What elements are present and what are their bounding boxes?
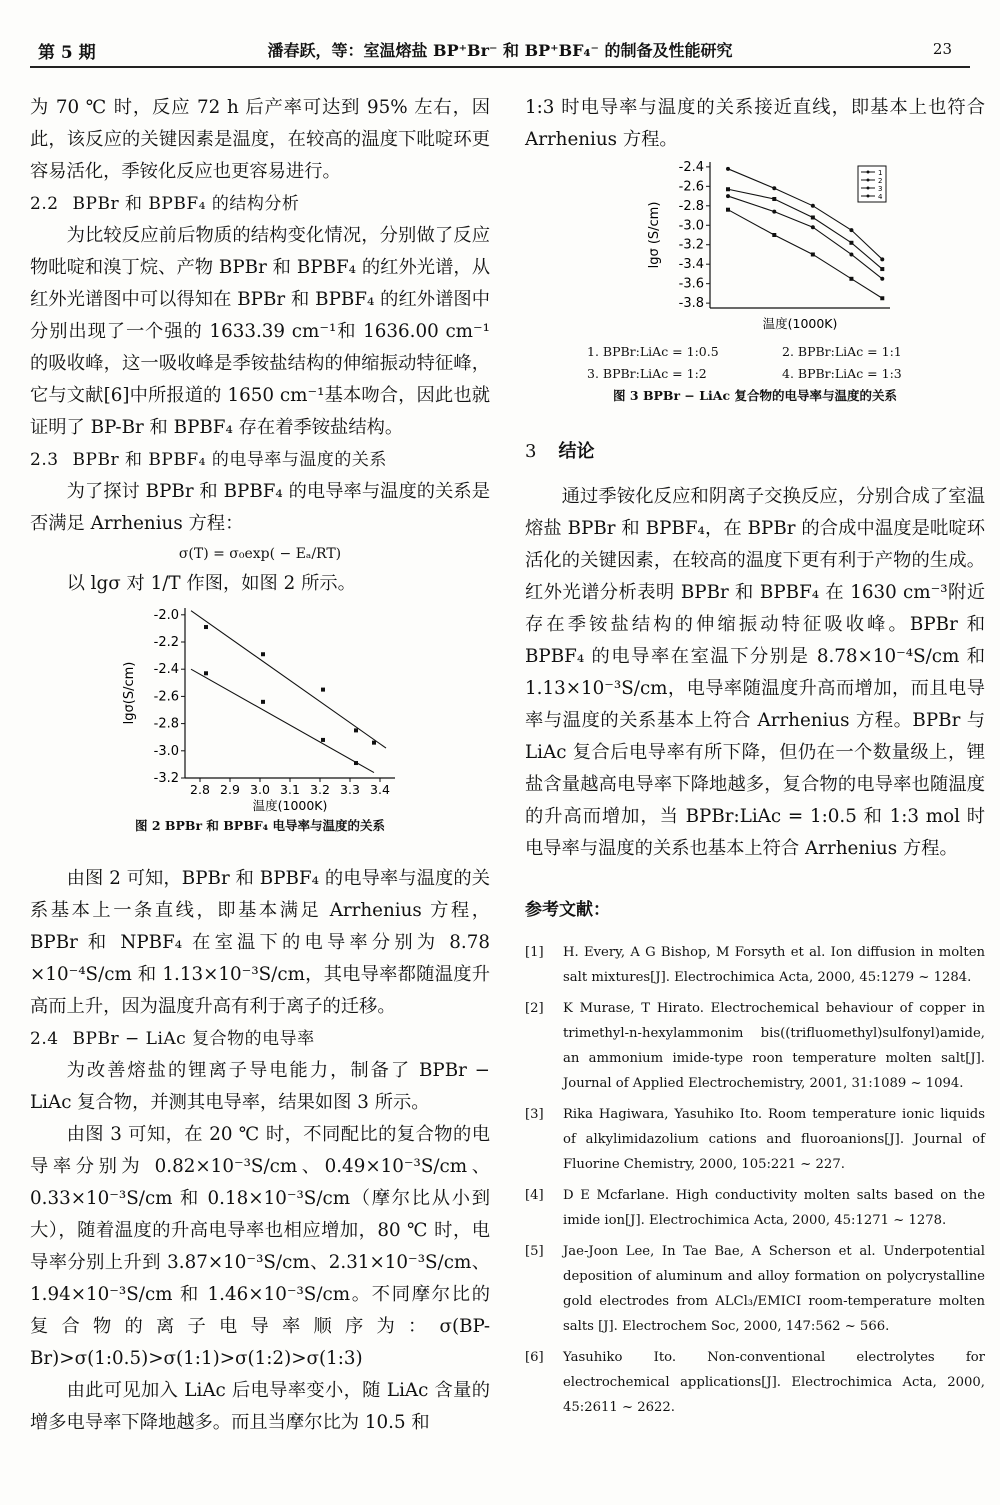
- section-number: 2.4: [30, 1029, 59, 1049]
- data-point: [726, 187, 730, 191]
- data-point: [811, 215, 815, 219]
- data-point: [880, 277, 884, 281]
- reference-number: [6]: [525, 1350, 544, 1365]
- legend-marker: [867, 179, 870, 182]
- running-title: 潘春跃，等：室温熔盐 BP⁺Br⁻ 和 BP⁺BF₄⁻ 的制备及性能研究: [267, 41, 733, 60]
- figure-2: [30, 600, 490, 815]
- legend-item: 1. BPBr:LiAc = 1:0.5: [587, 344, 719, 359]
- figure-2-caption: 图 2 BPBr 和 BPBF₄ 电导率与温度的关系: [135, 818, 385, 833]
- data-point: [880, 296, 884, 300]
- reference-item: [525, 1239, 985, 1339]
- issue-label: 第 5 期: [38, 43, 96, 63]
- section-heading-2-2: [30, 188, 490, 220]
- figure-3-caption: 图 3 BPBr − LiAc 复合物的电导率与温度的关系: [613, 388, 897, 403]
- paragraph: 为 70 ℃ 时，反应 72 h 后产率可达到 95% 左右，因此，该反应的关键因素是温度，在较高的温度下吡啶环更容易活化，季铵化反应也更容易进行。: [30, 97, 490, 182]
- reference-item: [525, 1345, 985, 1420]
- data-point: [849, 252, 853, 256]
- paragraph: 为改善熔盐的锂离子导电能力，制备了 BPBr − LiAc 复合物，并测其电导率，结果如图 3 所示。: [30, 1060, 490, 1113]
- section-title: BPBr 和 BPBF₄ 的结构分析: [72, 194, 300, 214]
- reference-number: [1]: [525, 945, 544, 960]
- reference-text: Rika Hagiwara, Yasuhiko Ito. Room temperature ionic liquids of alkylimidazolium cations and fluoroanions[J]. Journal of Fluorine Chemistry, 2000, 105:221 ~ 227.: [563, 1107, 985, 1172]
- legend-number: 4: [878, 193, 883, 201]
- figure-3-chart: [525, 156, 985, 341]
- x-axis-label: 温度(1000K): [252, 798, 328, 813]
- data-point: [204, 671, 208, 675]
- x-tick-label: 3.4: [370, 782, 390, 797]
- data-point: [849, 228, 853, 232]
- data-point: [261, 700, 265, 704]
- reference-text: H. Every, A G Bishop, M Forsyth et al. Ion diffusion in molten salt mixtures[J]. Electrochimica Acta, 2000, 45:1279 ~ 1284.: [563, 945, 985, 985]
- reference-item: [525, 1183, 985, 1233]
- paragraph: 通过季铵化反应和阴离子交换反应，分别合成了室温熔盐 BPBr 和 BPBF₄，在 BPBr 的合成中温度是吡啶环活化的关键因素，在较高的温度下更有利于产物的生成。红外光谱分析表明 BPBr 和 BPBF₄ 在 1630 cm⁻³附近存在季铵盐结构的伸缩振动特征吸收峰。BPBr 和 BPBF₄ 的电导率在室温下分别是 8.78×10⁻⁴S/cm 和 1.13×10⁻³S/cm，电导率随温度升高而增加，而且电导率与温度的关系基本上符合 Arrhenius 方程。BPBr 与 LiAc 复合后电导率有所下降，但仍在一个数量级上，锂盐含量越高电导率下降地越多，复合物的电导率也随温度的升高而增加，当 BPBr:LiAc = 1:0.5 和 1:3 mol 时电导率与温度的关系也基本上符合 Arrhenius 方程。: [525, 486, 985, 859]
- data-point: [372, 741, 376, 745]
- header-rule: [30, 66, 970, 68]
- legend-item: 3. BPBr:LiAc = 1:2: [587, 366, 707, 381]
- paragraph: 以 lgσ 对 1/T 作图，如图 2 所示。: [66, 573, 356, 594]
- left-column: [30, 92, 490, 1439]
- reference-item: [525, 940, 985, 990]
- legend-item: 4. BPBr:LiAc = 1:3: [782, 366, 902, 381]
- paragraph: 由此可见加入 LiAc 后电导率变小，随 LiAc 含量的增多电导率下降地越多。而且当摩尔比为 10.5 和: [30, 1380, 490, 1433]
- arrhenius-equation: σ(T) = σ₀exp( − Eₐ/RT): [178, 546, 342, 562]
- y-tick-label: -3.0: [678, 218, 704, 234]
- legend-number: 1: [878, 169, 883, 177]
- page-number: 23: [932, 40, 952, 58]
- x-tick-label: 3.1: [280, 782, 300, 797]
- data-point: [726, 167, 730, 171]
- section-number: 3: [525, 441, 537, 462]
- legend-marker: [867, 171, 870, 174]
- data-point: [772, 210, 776, 214]
- data-point: [772, 197, 776, 201]
- y-axis-label: lgσ (S/cm): [647, 201, 662, 269]
- paragraph: 为了探讨 BPBr 和 BPBF₄ 的电导率与温度的关系是否满足 Arrhenius 方程：: [30, 481, 490, 534]
- legend-number: 3: [878, 185, 883, 193]
- data-point: [880, 257, 884, 261]
- y-tick-label: -2.4: [678, 159, 704, 175]
- legend-marker: [867, 195, 870, 198]
- data-point: [811, 252, 815, 256]
- figure-3: [525, 156, 985, 341]
- reference-item: [525, 996, 985, 1096]
- right-column: [525, 92, 985, 1426]
- x-axis-label: 温度(1000K): [762, 316, 838, 331]
- data-point: [772, 233, 776, 237]
- reference-item: [525, 1102, 985, 1177]
- y-tick-label: -2.4: [153, 662, 179, 678]
- legend-number: 2: [878, 177, 883, 185]
- y-tick-label: -2.2: [153, 635, 179, 650]
- page-header: [30, 38, 970, 68]
- y-tick-label: -2.8: [678, 198, 704, 214]
- y-tick-label: -3.2: [678, 237, 704, 253]
- section-number: 2.3: [30, 450, 59, 470]
- section-number: 2.2: [30, 194, 59, 214]
- section-title: 结论: [558, 441, 595, 462]
- data-point: [321, 688, 325, 692]
- data-point: [354, 728, 358, 732]
- data-point: [811, 225, 815, 229]
- legend-marker: [867, 187, 870, 190]
- section-heading-2-4: [30, 1023, 490, 1055]
- data-point: [849, 241, 853, 245]
- reference-number: [5]: [525, 1244, 544, 1259]
- reference-number: [3]: [525, 1107, 544, 1122]
- figure-3-legend: [525, 341, 985, 385]
- x-tick-label: 2.8: [190, 782, 210, 797]
- y-tick-label: -2.6: [153, 689, 179, 705]
- data-point: [811, 204, 815, 208]
- references-heading: 参考文献：: [525, 900, 610, 920]
- reference-text: K Murase, T Hirato. Electrochemical behaviour of copper in trimethyl-n-hexylammonim bis((trifluomethyl)sulfonyl)amide, an ammonium imide-type roon temperature molten salt[J]. Journal of Applied Electrochemistry, 2001, 31:1089 ~ 1094.: [563, 1001, 985, 1091]
- y-tick-label: -3.0: [153, 743, 179, 759]
- paragraph: 由图 3 可知，在 20 ℃ 时，不同配比的复合物的电导率分别为 0.82×10⁻³S/cm、0.49×10⁻³S/cm、0.33×10⁻³S/cm 和 0.18×10⁻³S/cm（摩尔比从小到大），随着温度的升高电导率也相应增加，80 ℃ 时，电导率分别上升到 3.87×10⁻³S/cm、2.31×10⁻³S/cm、1.94×10⁻³S/cm 和 1.46×10⁻³S/cm。不同摩尔比的复合物的离子电导率顺序为：σ(BP-Br)>σ(1:0.5)>σ(1:1)>σ(1:2)>σ(1:3): [30, 1124, 490, 1369]
- data-point: [849, 277, 853, 281]
- section-title: BPBr 和 BPBF₄ 的电导率与温度的关系: [72, 450, 387, 470]
- data-point: [726, 208, 730, 212]
- reference-text: Yasuhiko Ito. Non-conventional electrolytes for electrochemical applications[J]. Electrochimica Acta, 2000, 45:2611 ~ 2622.: [563, 1350, 985, 1415]
- legend-item: 2. BPBr:LiAc = 1:1: [782, 344, 902, 359]
- paragraph: 由图 2 可知，BPBr 和 BPBF₄ 的电导率与温度的关系基本上一条直线，即基本满足 Arrhenius 方程，BPBr 和 NPBF₄ 在室温下的电导率分别为 8.78 ×10⁻⁴S/cm 和 1.13×10⁻³S/cm，其电导率都随温度升高而上升，因为温度升高有利于离子的迁移。: [30, 868, 490, 1017]
- data-point: [204, 625, 208, 629]
- reference-list: [525, 940, 985, 1420]
- y-tick-label: -2.6: [678, 179, 704, 195]
- y-tick-label: -2.0: [153, 607, 179, 623]
- x-tick-label: 3.0: [250, 782, 270, 797]
- paragraph: 1:3 时电导率与温度的关系接近直线，即基本上也符合 Arrhenius 方程。: [525, 97, 985, 150]
- y-axis-label: lgσ(S/cm): [122, 661, 137, 725]
- y-tick-label: -2.8: [153, 716, 179, 732]
- y-tick-label: -3.2: [153, 771, 179, 786]
- data-point: [261, 652, 265, 656]
- data-point: [880, 267, 884, 271]
- reference-text: Jae-Joon Lee, In Tae Bae, A Scherson et al. Underpotential deposition of aluminum and alloy formation on polycrystalline gold electrodes from ALCl₃/EMICI room-temperature molten salts [J]. Electrochem Soc, 2000, 147:562 ~ 566.: [563, 1244, 985, 1334]
- x-tick-label: 2.9: [220, 782, 240, 797]
- x-tick-label: 3.3: [340, 782, 360, 797]
- reference-text: D E Mcfarlane. High conductivity molten salts based on the imide ion[J]. Electrochimica Acta, 2000, 45:1271 ~ 1278.: [563, 1188, 985, 1228]
- y-tick-label: -3.4: [678, 257, 704, 273]
- y-tick-label: -3.8: [678, 296, 704, 312]
- reference-number: [2]: [525, 1001, 544, 1016]
- fit-line: [191, 611, 386, 748]
- y-tick-label: -3.6: [678, 276, 704, 292]
- figure-2-chart: [30, 600, 490, 815]
- data-point: [354, 761, 358, 765]
- section-title: BPBr − LiAc 复合物的电导率: [72, 1029, 315, 1049]
- paragraph: 为比较反应前后物质的结构变化情况，分别做了反应物吡啶和溴丁烷、产物 BPBr 和 BPBF₄ 的红外光谱，从红外光谱图中可以得知在 BPBr 和 BPBF₄ 的红外谱图中分别出现了一个强的 1633.39 cm⁻¹和 1636.00 cm⁻¹的吸收峰，这一吸收峰是季铵盐结构的伸缩振动特征峰，它与文献[6]中所报道的 1650 cm⁻¹基本吻合，因此也就证明了 BP-Br 和 BPBF₄ 存在着季铵盐结构。: [30, 225, 490, 438]
- data-point: [321, 738, 325, 742]
- section-heading-3: [525, 437, 985, 463]
- reference-number: [4]: [525, 1188, 544, 1203]
- series-line: [728, 210, 882, 299]
- x-tick-label: 3.2: [310, 782, 330, 797]
- data-point: [726, 194, 730, 198]
- section-heading-2-3: [30, 444, 490, 476]
- data-point: [772, 186, 776, 190]
